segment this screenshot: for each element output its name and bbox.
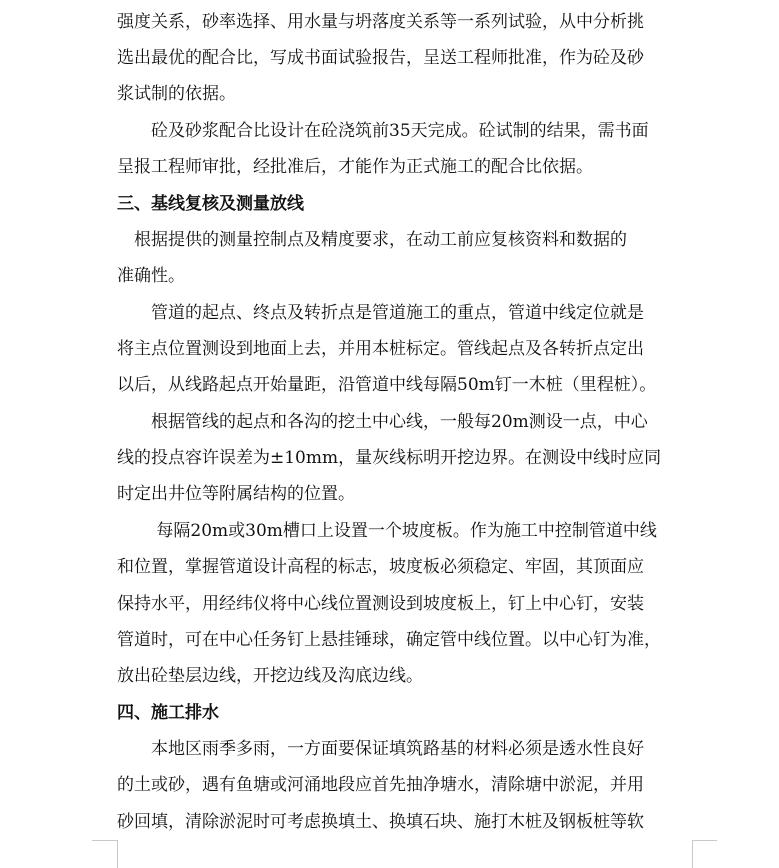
text-line: 线的投点容许误差为±10mm，量灰线标明开挖边界。在测设中线时应同 bbox=[117, 448, 662, 468]
text-line: 根据提供的测量控制点及精度要求，在动工前应复核资料和数据的 bbox=[117, 230, 627, 250]
text-line: 每隔20m或30m槽口上设置一个坡度板。作为施工中控制管道中线 bbox=[117, 521, 657, 541]
text-line: 的土或砂，遇有鱼塘或河涌地段应首先抽净塘水，清除塘中淤泥，并用 bbox=[117, 775, 644, 795]
text-line: 浆试制的依据。 bbox=[117, 84, 236, 104]
text-line: 强度关系，砂率选择、用水量与坍落度关系等一系列试验，从中分析挑 bbox=[117, 12, 644, 32]
crop-mark-left bbox=[117, 840, 118, 868]
crop-mark-right-h bbox=[692, 840, 717, 841]
text-line: 以后，从线路起点开始量距，沿管道中线每隔50m钉一木桩（里程桩）。 bbox=[117, 375, 657, 395]
text-line: 砼及砂浆配合比设计在砼浇筑前35天完成。砼试制的结果，需书面 bbox=[117, 121, 649, 141]
text-line: 和位置，掌握管道设计高程的标志，坡度板必须稳定、牢固，其顶面应 bbox=[117, 557, 644, 577]
text-line: 放出砼垫层边线，开挖边线及沟底边线。 bbox=[117, 666, 423, 686]
text-line: 选出最优的配合比，写成书面试验报告，呈送工程师批准，作为砼及砂 bbox=[117, 48, 644, 68]
text-line: 时定出井位等附属结构的位置。 bbox=[117, 484, 355, 504]
section-heading: 三、基线复核及测量放线 bbox=[117, 194, 304, 214]
text-line: 保持水平，用经纬仪将中心线位置测设到坡度板上，钉上中心钉，安装 bbox=[117, 594, 644, 614]
text-line: 将主点位置测设到地面上去，并用本桩标定。管线起点及各转折点定出 bbox=[117, 339, 644, 359]
crop-mark-left-h bbox=[92, 840, 117, 841]
text-line: 砂回填，清除淤泥时可考虑换填土、换填石块、施打木桩及钢板桩等软 bbox=[117, 812, 644, 832]
text-line: 呈报工程师审批，经批准后，才能作为正式施工的配合比依据。 bbox=[117, 157, 593, 177]
section-heading: 四、施工排水 bbox=[117, 703, 219, 723]
text-line: 管道时，可在中心任务钉上悬挂锤球，确定管中线位置。以中心钉为准， bbox=[117, 630, 661, 650]
text-line: 根据管线的起点和各沟的挖土中心线，一般每20m测设一点，中心 bbox=[117, 412, 648, 432]
text-line: 本地区雨季多雨，一方面要保证填筑路基的材料必须是透水性良好 bbox=[117, 739, 644, 759]
crop-mark-right bbox=[692, 840, 693, 868]
text-line: 管道的起点、终点及转折点是管道施工的重点，管道中线定位就是 bbox=[117, 303, 644, 323]
text-line: 准确性。 bbox=[117, 266, 185, 286]
